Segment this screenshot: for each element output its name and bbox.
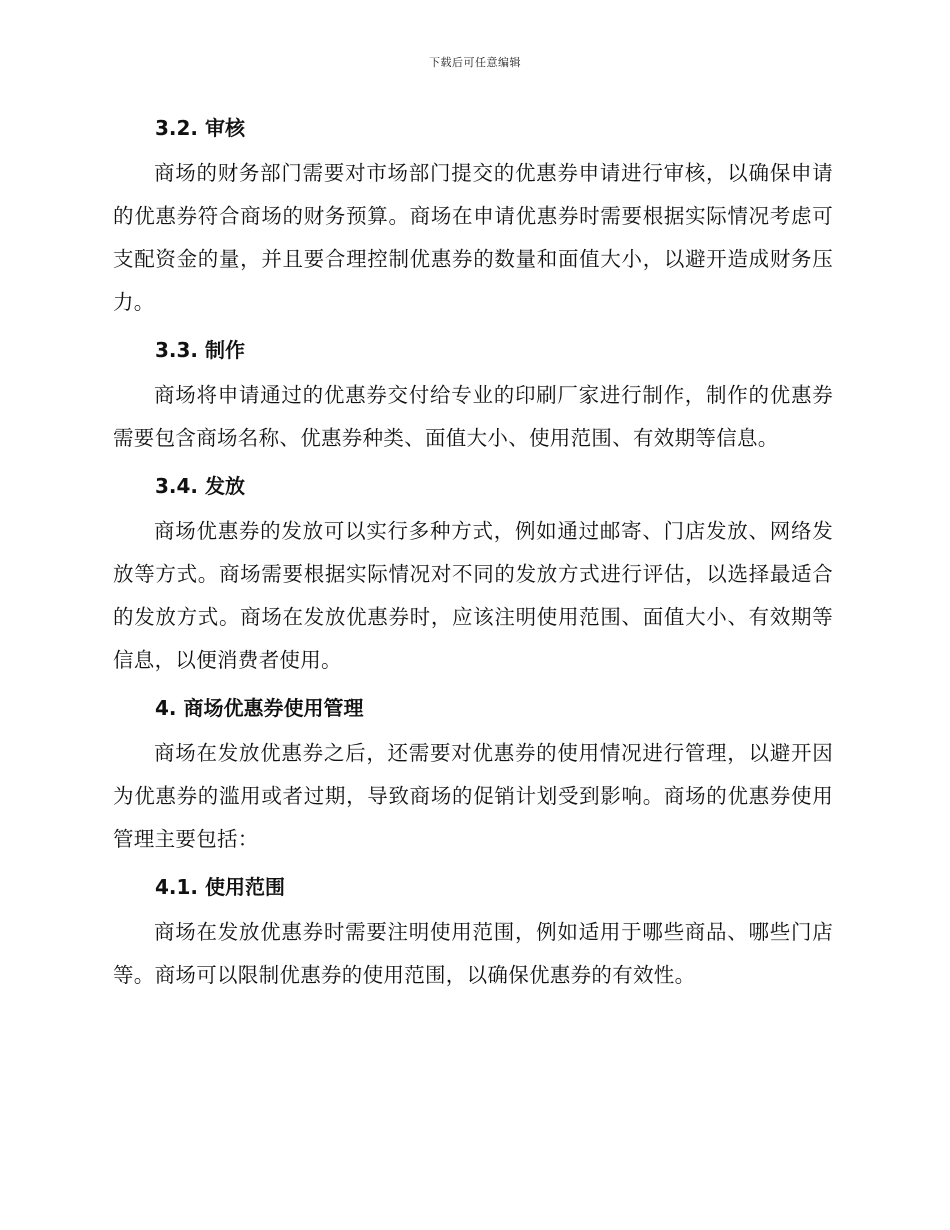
section-paragraph-4: 商场在发放优惠券之后，还需要对优惠券的使用情况进行管理，以避开因为优惠券的滥用或者过期，导致商场的促销计划受到影响。商场的优惠券使用管理主要包括： <box>113 741 833 851</box>
section-paragraph-3-4: 商场优惠券的发放可以实行多种方式，例如通过邮寄、门店发放、网络发放等方式。商场需要根据实际情况对不同的发放方式进行评估，以选择最适合的发放方式。商场在发放优惠券时，应该注明使用范围、面值大小、有效期等信息，以便消费者使用。 <box>113 519 833 672</box>
section-heading-3-3: 3.3. 制作 <box>155 338 245 362</box>
section-paragraph-3-2: 商场的财务部门需要对市场部门提交的优惠券申请进行审核，以确保申请的优惠券符合商场的财务预算。商场在申请优惠券时需要根据实际情况考虑可支配资金的量，并且要合理控制优惠券的数量和面值大小，以避开造成财务压力。 <box>113 161 833 314</box>
section-heading-3-4: 3.4. 发放 <box>155 474 245 498</box>
page-header: 下载后可任意编辑 <box>429 56 521 69</box>
section-heading-3-2: 3.2. 审核 <box>155 116 245 140</box>
section-heading-4: 4. 商场优惠券使用管理 <box>155 696 364 720</box>
section-paragraph-3-3: 商场将申请通过的优惠券交付给专业的印刷厂家进行制作，制作的优惠券需要包含商场名称、优惠券种类、面值大小、使用范围、有效期等信息。 <box>113 383 833 450</box>
section-paragraph-4-1: 商场在发放优惠券时需要注明使用范围，例如适用于哪些商品、哪些门店等。商场可以限制优惠券的使用范围，以确保优惠券的有效性。 <box>113 920 833 987</box>
section-heading-4-1: 4.1. 使用范围 <box>155 875 285 899</box>
document-body <box>113 108 833 1003</box>
